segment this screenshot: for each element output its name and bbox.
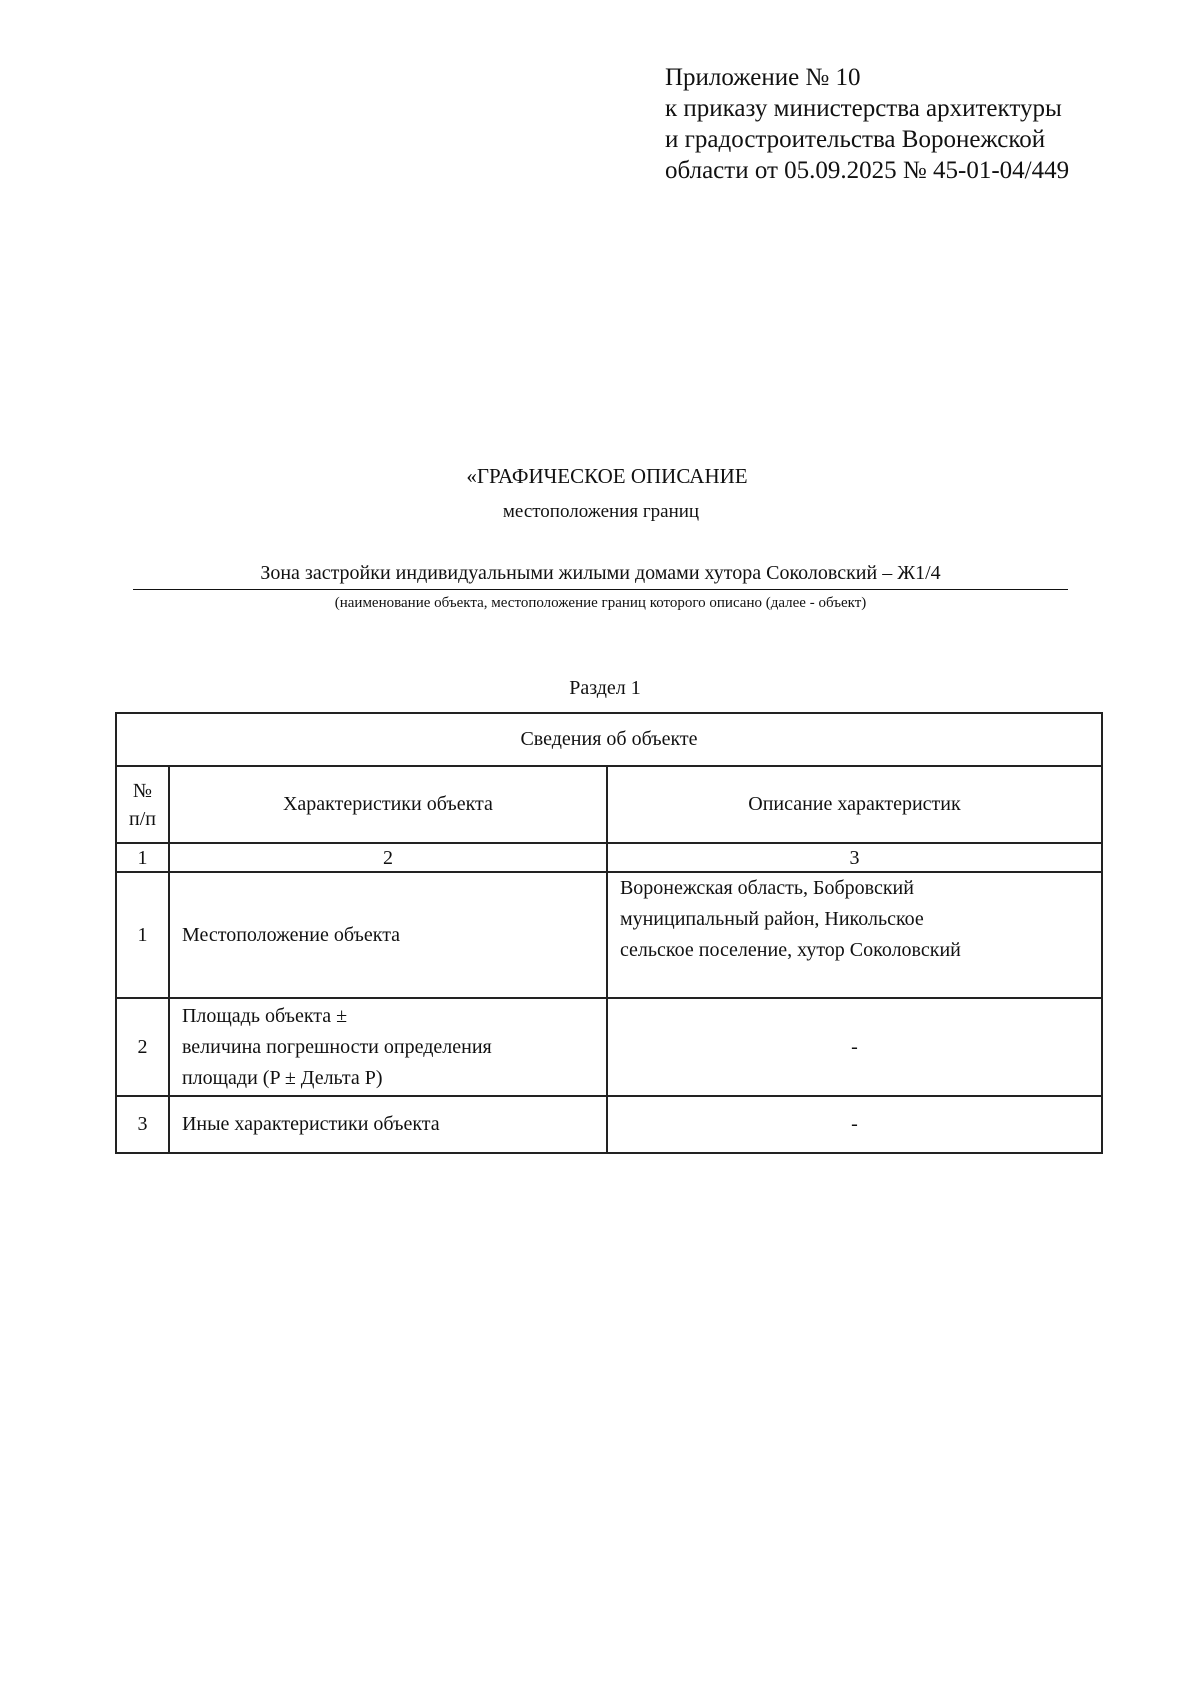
column-index: 3: [607, 843, 1102, 872]
appendix-header: [665, 62, 1185, 186]
table-row: [116, 872, 1102, 998]
object-name-caption: (наименование объекта, местоположение границ которого описано (далее - объект): [334, 595, 867, 611]
object-info-table: [115, 712, 1103, 1154]
row-characteristic-line: Площадь объекта ±: [181, 1004, 348, 1027]
header-description: Описание характеристик: [607, 766, 1102, 843]
appendix-date-line: области от 05.09.2025 № 45-01-04/449: [665, 157, 1070, 184]
appendix-ministry-line: и градостроительства Воронежской: [665, 126, 1046, 153]
table-header-row: [116, 766, 1102, 843]
row-number: 1: [116, 872, 169, 998]
row-number: 3: [116, 1096, 169, 1153]
row-characteristic: [169, 998, 607, 1096]
column-index: 2: [169, 843, 607, 872]
table-row: [116, 998, 1102, 1096]
row-characteristic-line: площади (P ± Дельта P): [181, 1066, 383, 1089]
document-title: «ГРАФИЧЕСКОЕ ОПИСАНИЕ: [466, 464, 748, 488]
header-number-symbol: №: [132, 779, 153, 802]
header-number-abbrev: п/п: [128, 807, 156, 830]
document-subtitle: местоположения границ: [502, 501, 700, 522]
table-caption-row: [116, 713, 1102, 766]
column-index-row: [116, 843, 1102, 872]
header-characteristic: Характеристики объекта: [169, 766, 607, 843]
section-label: Раздел 1: [569, 677, 641, 699]
object-name-block: [133, 560, 1068, 613]
column-index: 1: [116, 843, 169, 872]
row-characteristic: Местоположение объекта: [169, 872, 607, 998]
table-caption: Сведения об объекте: [116, 713, 1102, 766]
row-description-line: сельское поселение, хутор Соколовский: [619, 939, 961, 961]
row-description: -: [607, 1096, 1102, 1153]
appendix-number: Приложение № 10: [665, 64, 861, 91]
row-description: -: [607, 998, 1102, 1096]
row-description: [607, 872, 1102, 998]
row-characteristic-line: величина погрешности определения: [181, 1035, 492, 1058]
row-description-line: Воронежская область, Бобровский: [619, 877, 914, 899]
header-number: [116, 766, 169, 843]
row-characteristic: Иные характеристики объекта: [169, 1096, 607, 1153]
appendix-order-line: к приказу министерства архитектуры: [665, 95, 1062, 122]
row-description-line: муниципальный район, Никольское: [619, 908, 924, 930]
object-name: Зона застройки индивидуальными жилыми домами хутора Соколовский – Ж1/4: [133, 560, 1068, 590]
table-row: [116, 1096, 1102, 1153]
row-number: 2: [116, 998, 169, 1096]
